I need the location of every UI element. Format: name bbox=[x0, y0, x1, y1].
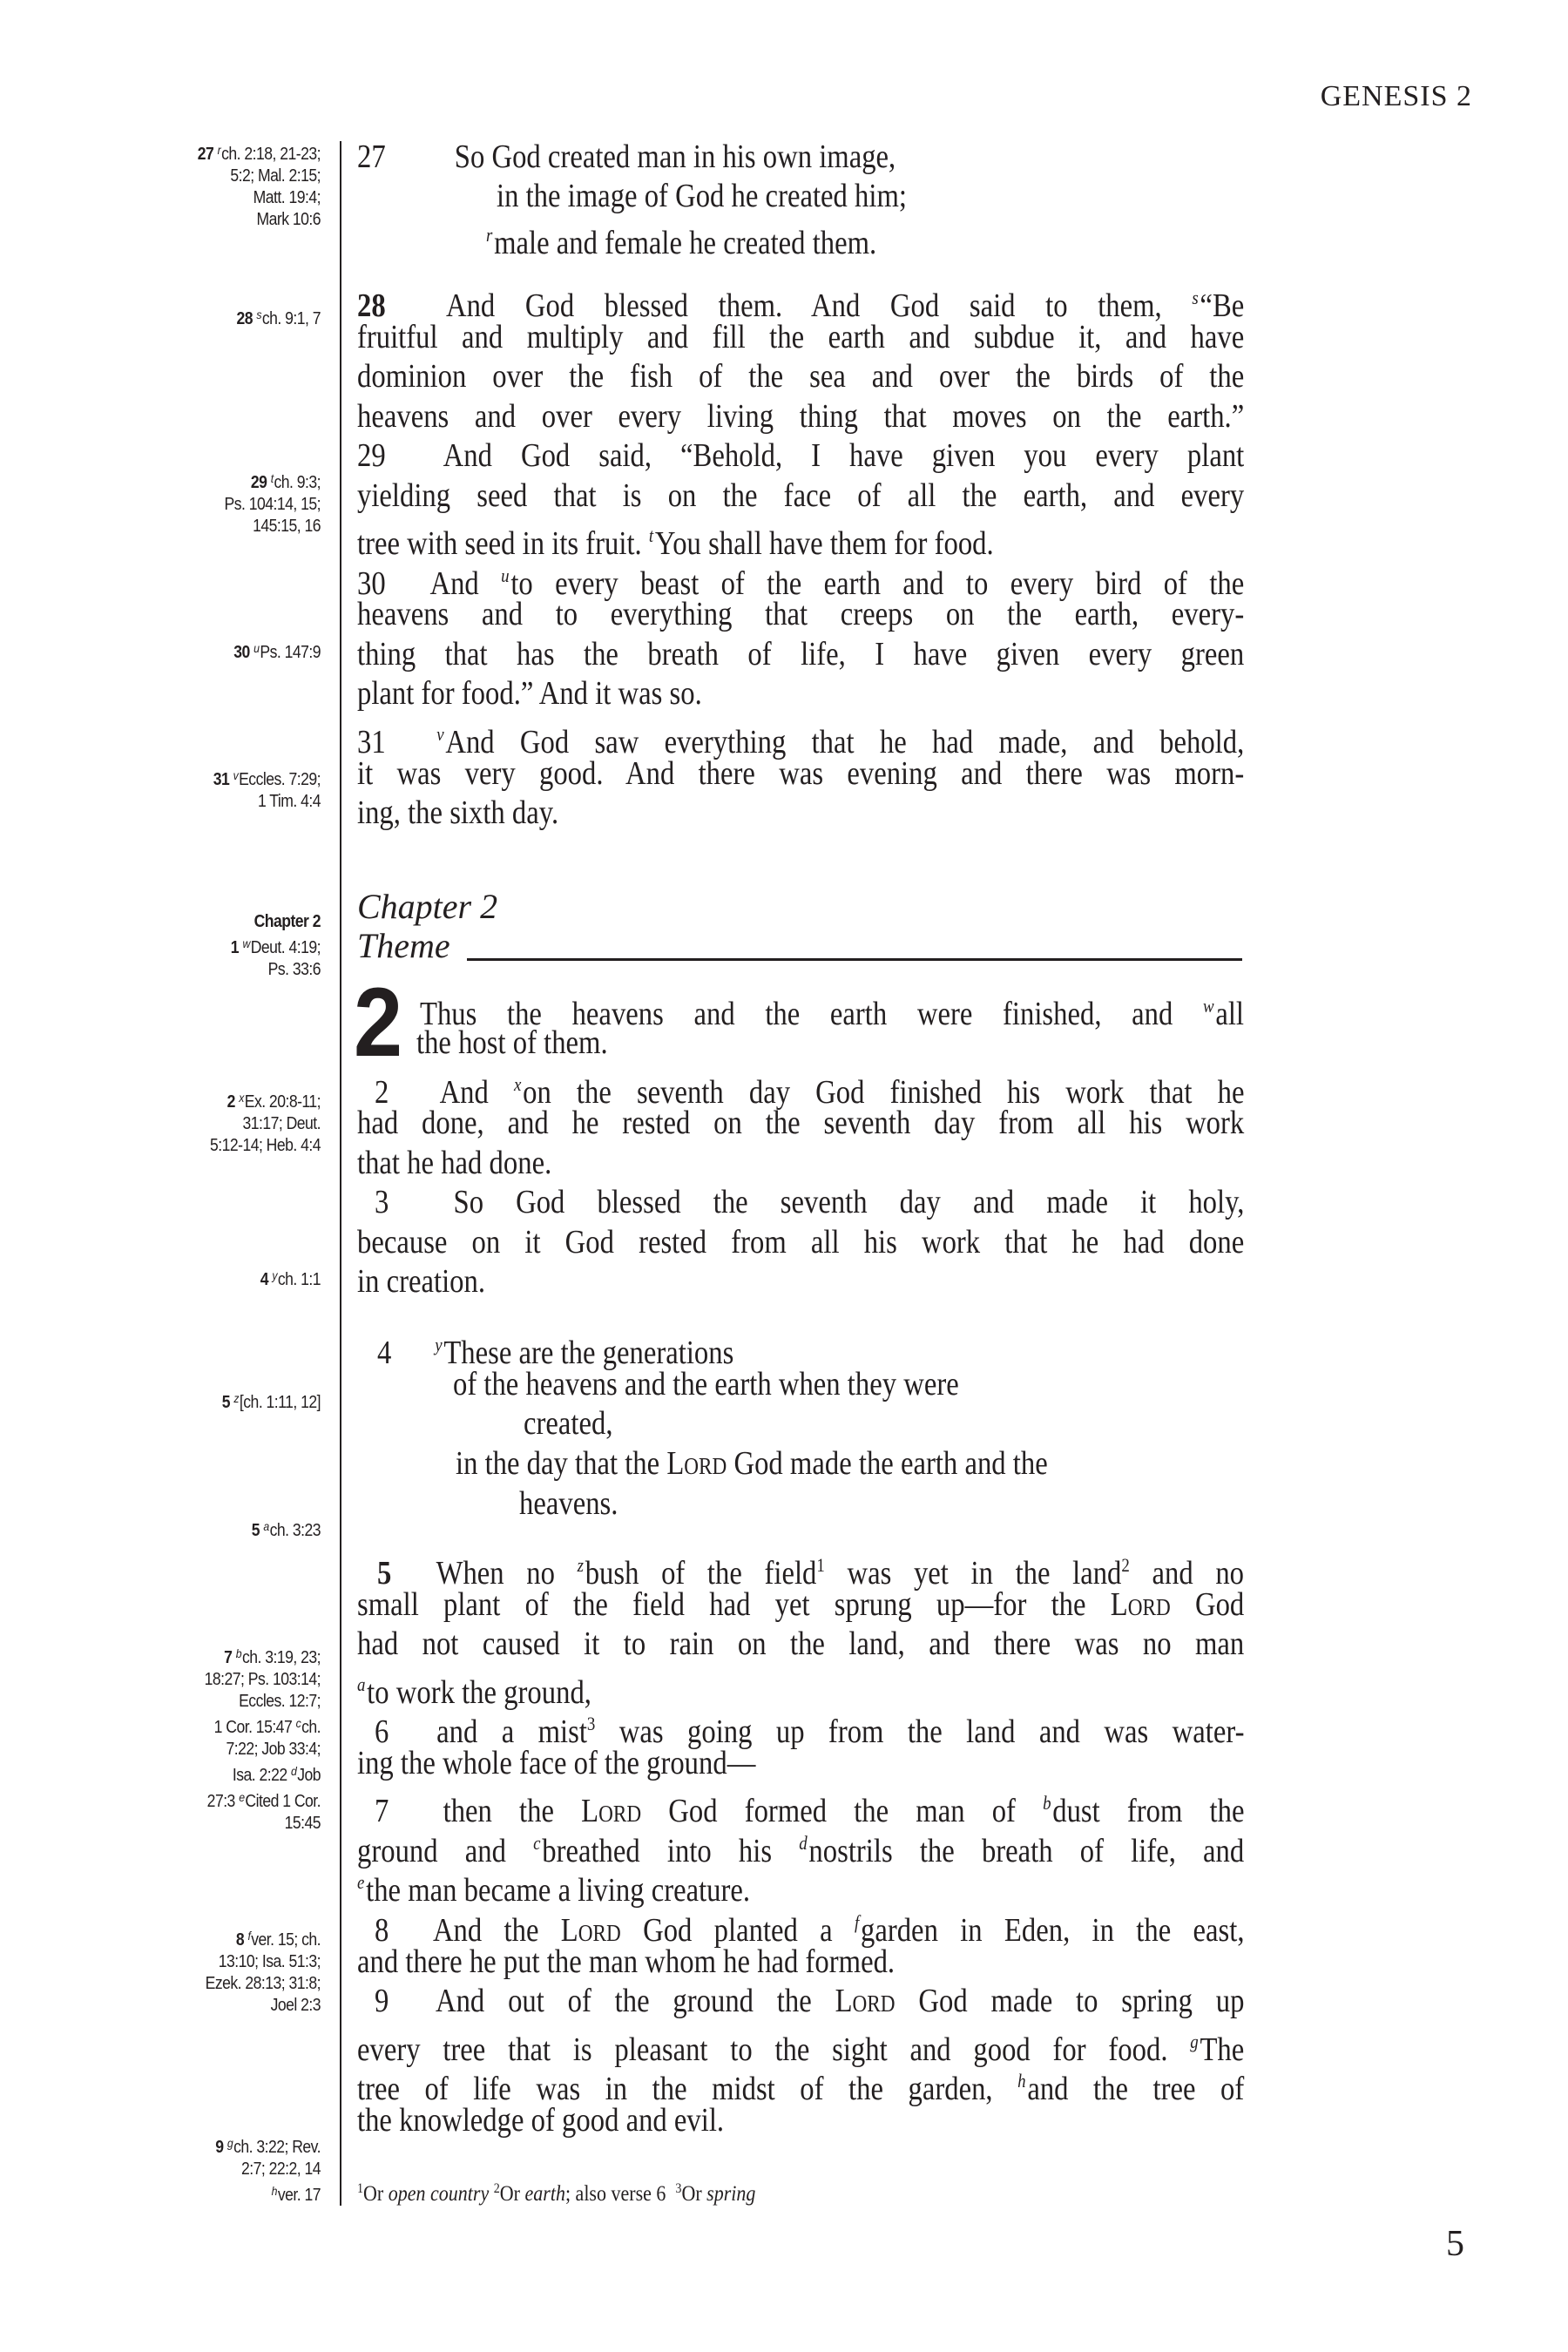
xref-mark: f bbox=[247, 1929, 251, 1943]
xref-line: ch. 3:23 bbox=[269, 1521, 321, 1540]
chapter-2-verse-5-line-1 bbox=[377, 1545, 1245, 1592]
verse-text: God made the earth and the bbox=[733, 1445, 1048, 1482]
verse-text: And bbox=[429, 565, 479, 602]
verse-text: dust from the bbox=[1052, 1793, 1245, 1829]
verse-29-line-3 bbox=[357, 516, 1244, 562]
verse-text: plant for food.” And it was so. bbox=[357, 675, 702, 712]
verse-text: God formed the man of bbox=[668, 1793, 1016, 1829]
verse-text: And the bbox=[432, 1912, 539, 1949]
footnote-text: Or bbox=[363, 2182, 384, 2206]
verse-number: 27 bbox=[357, 139, 386, 175]
xref-27 bbox=[167, 139, 321, 231]
chapter-2-verse-4-line-2 bbox=[453, 1365, 1202, 1404]
xref-line: Ps. 104:14, 15; bbox=[224, 495, 321, 514]
verse-text: on the seventh day God finished his work that he bbox=[523, 1074, 1245, 1111]
xref-7 bbox=[167, 1643, 321, 1835]
xref-mark: v bbox=[233, 768, 239, 782]
verse-27-line-2 bbox=[497, 177, 1246, 216]
footnote-italic: earth bbox=[524, 2182, 565, 2206]
verse-28-line-2 bbox=[357, 318, 1244, 357]
verse-27-line-1 bbox=[357, 138, 1244, 177]
verse-text: to work the ground, bbox=[367, 1674, 591, 1711]
chapter-2-verse-7-line-2 bbox=[357, 1823, 1245, 1869]
verse-text: tree with seed in its fruit. bbox=[357, 525, 642, 562]
verse-text: fruitful and multiply and fill the earth and subdue it, and have bbox=[357, 319, 1245, 355]
verse-text: every tree that is pleasant to the sight and good for food. bbox=[357, 2031, 1168, 2068]
verse-text: dominion over the fish of the sea and over the birds of the bbox=[357, 358, 1245, 395]
verse-text: And God saw everything that he had made, and behold, bbox=[445, 724, 1245, 760]
chapter-2-verse-7-line-1 bbox=[375, 1783, 1245, 1829]
chapter-2-verse-6-line-1 bbox=[375, 1704, 1245, 1750]
xref-verse: 31 bbox=[213, 770, 230, 789]
verse-31-line-1 bbox=[357, 714, 1245, 760]
verse-text: and a mist bbox=[436, 1713, 587, 1750]
footnote-text: Or bbox=[499, 2182, 520, 2206]
xref-verse: 7 bbox=[224, 1648, 233, 1667]
xref-5z bbox=[167, 1388, 321, 1414]
verse-text: thing that has the breath of life, I have given every green bbox=[357, 636, 1245, 672]
xref-line: 27:3 bbox=[206, 1792, 235, 1811]
chapter-drop-cap: 2 bbox=[354, 968, 403, 1077]
xref-line: ver. 17 bbox=[277, 2186, 321, 2205]
xref-line: Ex. 20:8-11; bbox=[244, 1092, 321, 1112]
xref-29 bbox=[167, 468, 321, 537]
xref-line: Mark 10:6 bbox=[256, 210, 321, 229]
verse-text: The bbox=[1200, 2031, 1245, 2068]
chapter-2-verse-4-line-5 bbox=[519, 1484, 1193, 1524]
xref-line: 1 Cor. 15:47 bbox=[213, 1718, 293, 1737]
xref-line: 145:15, 16 bbox=[253, 517, 321, 536]
page-number: 5 bbox=[1446, 2224, 1464, 2264]
verse-29-line-2 bbox=[357, 476, 1244, 516]
verse-text: So God blessed the seventh day and made it holy, bbox=[453, 1184, 1245, 1220]
xref-line: ch. 3:22; Rev. bbox=[233, 2138, 321, 2157]
xref-verse: 30 bbox=[233, 643, 250, 662]
xref-line: 15:45 bbox=[284, 1814, 321, 1833]
xref-line: ch. bbox=[301, 1718, 321, 1737]
verse-text: in creation. bbox=[357, 1263, 486, 1300]
xref-mark: g bbox=[226, 2136, 233, 2150]
chapter-2-verse-9-line-3 bbox=[357, 2061, 1245, 2107]
footnote-mark: u bbox=[501, 564, 510, 586]
xref-mark: e bbox=[239, 1790, 245, 1804]
xref-line: 7:22; Job 33:4; bbox=[226, 1740, 321, 1759]
xref-mark: t bbox=[270, 471, 274, 485]
verse-number: 29 bbox=[357, 437, 386, 474]
footnote-italic: spring bbox=[706, 2182, 756, 2206]
verse-31-line-3 bbox=[357, 794, 1244, 833]
chapter-2-verse-5-line-4 bbox=[357, 1665, 1244, 1711]
xref-line: Joel 2:3 bbox=[270, 1996, 321, 2015]
verse-number: 28 bbox=[357, 287, 386, 324]
verse-text: in the image of God he created him; bbox=[497, 178, 907, 214]
chapter-2-verse-5-line-3 bbox=[357, 1625, 1244, 1664]
verse-28-line-4 bbox=[357, 397, 1244, 436]
verse-number: 30 bbox=[357, 565, 386, 602]
chapter-2-verse-2-line-1 bbox=[375, 1064, 1245, 1111]
verse-text: the knowledge of good and evil. bbox=[357, 2102, 725, 2139]
verse-text: and the tree of bbox=[1027, 2071, 1245, 2107]
xref-mark: r bbox=[217, 143, 221, 157]
divine-name: Lord bbox=[666, 1445, 727, 1482]
verse-28-line-1 bbox=[357, 278, 1245, 324]
verse-text: it was very good. And there was evening and there was morn- bbox=[357, 755, 1245, 792]
verse-text: heavens and over every living thing that moves on the earth.” bbox=[357, 398, 1245, 435]
chapter-2-verse-6-line-2 bbox=[357, 1744, 1244, 1783]
xref-line: ch. 3:19, 23; bbox=[241, 1648, 321, 1667]
verse-30-line-1 bbox=[357, 556, 1245, 602]
xref-line: Ezek. 28:13; 31:8; bbox=[205, 1974, 321, 1993]
chapter-2-verse-3-line-1 bbox=[375, 1183, 1244, 1222]
xref-line: Cited 1 Cor. bbox=[245, 1792, 321, 1811]
xref-line: Ps. 33:6 bbox=[267, 960, 321, 979]
footnote-mark: h bbox=[1017, 2070, 1026, 2092]
xref-chapter-2-1 bbox=[167, 911, 321, 981]
verse-text: breathed into his bbox=[542, 1833, 773, 1869]
verse-text: male and female he created them. bbox=[494, 225, 877, 261]
xref-8 bbox=[167, 1925, 321, 2017]
chapter-2-verse-9-line-2 bbox=[357, 2022, 1245, 2068]
footnote-ref[interactable]: 3 bbox=[586, 1713, 596, 1734]
verse-text: small plant of the field had yet sprung up—for the bbox=[357, 1586, 1086, 1623]
xref-mark: c bbox=[295, 1716, 301, 1730]
verse-number: 31 bbox=[357, 724, 386, 760]
verse-text: God bbox=[1194, 1586, 1245, 1623]
divine-name: Lord bbox=[560, 1912, 621, 1949]
chapter-2-verse-5-line-2 bbox=[357, 1585, 1244, 1625]
footnote-mark: x bbox=[513, 1073, 522, 1095]
column-divider bbox=[340, 141, 341, 2206]
xref-line: 5:12-14; Heb. 4:4 bbox=[209, 1136, 321, 1155]
verse-text: in the day that the bbox=[456, 1445, 660, 1482]
xref-line: 18:27; Ps. 103:14; bbox=[204, 1670, 321, 1689]
verse-text: of the heavens and the earth when they were bbox=[453, 1366, 959, 1402]
verse-28-line-3 bbox=[357, 357, 1244, 396]
xref-31 bbox=[167, 765, 321, 813]
xref-9 bbox=[167, 2132, 321, 2207]
xref-28 bbox=[167, 304, 321, 330]
verse-number: 9 bbox=[375, 1983, 389, 2019]
footnote-number: 2 bbox=[493, 2181, 500, 2196]
verse-text: the host of them. bbox=[416, 1024, 608, 1061]
xref-verse: 27 bbox=[197, 145, 214, 164]
verse-text: ing the whole face of the ground— bbox=[357, 1745, 756, 1781]
footnote-2 bbox=[494, 2182, 666, 2206]
xref-line: ch. 9:1, 7 bbox=[261, 309, 321, 328]
xref-mark: d bbox=[290, 1764, 297, 1778]
chapter-2-verse-9-line-4 bbox=[357, 2101, 1244, 2140]
footnotes bbox=[357, 2176, 755, 2207]
chapter-2-verse-3-line-2 bbox=[357, 1223, 1244, 1262]
verse-number: 2 bbox=[375, 1074, 389, 1111]
xref-line: Eccles. 12:7; bbox=[239, 1692, 321, 1711]
footnote-text: ; also verse 6 bbox=[564, 2182, 666, 2206]
verse-text: all bbox=[1215, 996, 1244, 1032]
verse-text: heavens and to everything that creeps on the earth, every- bbox=[357, 596, 1245, 632]
theme-label: Theme bbox=[357, 926, 450, 965]
footnote-mark: w bbox=[1202, 995, 1214, 1017]
verse-text: These are the generations bbox=[443, 1335, 734, 1371]
xref-verse: 9 bbox=[215, 2138, 224, 2157]
verse-text: then the bbox=[443, 1793, 554, 1829]
verse-text: And God said, “Behold, I have given you every plant bbox=[443, 437, 1245, 474]
footnote-mark: s bbox=[1192, 287, 1199, 308]
verse-text: And out of the ground the bbox=[435, 1983, 812, 2019]
verse-number: 6 bbox=[375, 1713, 389, 1750]
xref-30 bbox=[167, 638, 321, 664]
xref-verse: 28 bbox=[236, 309, 253, 328]
xref-line: ch. 1:1 bbox=[277, 1270, 321, 1289]
footnote-mark: v bbox=[436, 723, 444, 745]
footnote-mark: f bbox=[855, 1911, 860, 1933]
chapter-2-verse-8-line-2 bbox=[357, 1943, 1244, 1982]
chapter-2-verse-2-line-3 bbox=[357, 1144, 1244, 1183]
verse-text: And bbox=[439, 1074, 489, 1111]
divine-name: Lord bbox=[1110, 1586, 1171, 1623]
verse-text: the man became a living creature. bbox=[366, 1872, 751, 1909]
verse-text: had done, and he rested on the seventh day from all his work bbox=[357, 1105, 1245, 1141]
xref-verse: 1 bbox=[230, 938, 240, 957]
xref-verse: 5 bbox=[221, 1393, 231, 1412]
verse-text: ground and bbox=[357, 1833, 506, 1869]
divine-name: Lord bbox=[835, 1983, 896, 2019]
footnote-text: Or bbox=[681, 2182, 702, 2206]
xref-line: 1 Tim. 4:4 bbox=[257, 792, 321, 811]
verse-text: because on it God rested from all his work that he had done bbox=[357, 1224, 1245, 1260]
xref-line: Eccles. 7:29; bbox=[239, 770, 321, 789]
verse-text: tree of life was in the midst of the garden, bbox=[357, 2071, 993, 2107]
xref-mark: u bbox=[253, 641, 260, 655]
xref-line: 13:10; Isa. 51:3; bbox=[218, 1952, 321, 1971]
verse-text: Thus the heavens and the earth were finished, and bbox=[420, 996, 1173, 1032]
footnote-mark: y bbox=[435, 1334, 443, 1355]
xref-line: Matt. 19:4; bbox=[253, 188, 321, 207]
footnote-3 bbox=[675, 2182, 755, 2206]
xref-line: 5:2; Mal. 2:15; bbox=[230, 166, 321, 186]
xref-verse: 8 bbox=[235, 1930, 245, 1950]
verse-30-line-2 bbox=[357, 595, 1244, 634]
footnote-mark: b bbox=[1043, 1792, 1051, 1814]
footnote-ref[interactable]: 1 bbox=[816, 1554, 825, 1576]
chapter-2-verse-3-line-3 bbox=[357, 1262, 1244, 1301]
verse-text: created, bbox=[524, 1405, 613, 1442]
verse-text: nostrils the breath of life, and bbox=[808, 1833, 1245, 1869]
verse-text: heavens. bbox=[519, 1485, 618, 1522]
footnote-italic: open country bbox=[388, 2182, 490, 2206]
xref-2 bbox=[167, 1087, 321, 1157]
verse-number: 3 bbox=[375, 1184, 389, 1220]
footnote-mark: z bbox=[577, 1554, 584, 1576]
xref-mark: x bbox=[239, 1091, 244, 1105]
xref-verse: 2 bbox=[226, 1092, 235, 1112]
xref-line: ch. 2:18, 21-23; bbox=[221, 145, 321, 164]
verse-27-line-3 bbox=[486, 215, 1235, 261]
verse-30-line-3 bbox=[357, 635, 1244, 674]
xref-5a bbox=[167, 1516, 321, 1542]
xref-verse: 4 bbox=[260, 1270, 268, 1289]
verse-text: and there he put the man whom he had formed. bbox=[357, 1943, 896, 1980]
footnote-mark: t bbox=[648, 524, 654, 546]
xref-mark: b bbox=[235, 1646, 242, 1660]
verse-text: You shall have them for food. bbox=[654, 525, 994, 562]
xref-verse: 29 bbox=[250, 473, 267, 492]
xref-mark: s bbox=[256, 308, 261, 321]
verse-30-line-4 bbox=[357, 674, 1244, 713]
verse-text: And God blessed them. And God said to them, bbox=[445, 287, 1162, 324]
verse-number: 7 bbox=[375, 1793, 389, 1829]
xref-line: 2:7; 22:2, 14 bbox=[241, 2159, 321, 2179]
verse-29-line-1 bbox=[357, 436, 1244, 476]
xref-line: 31:17; Deut. bbox=[242, 1114, 321, 1133]
verse-text: was yet in the land bbox=[847, 1555, 1122, 1592]
verse-text: had not caused it to rain on the land, and there was no man bbox=[357, 1625, 1245, 1662]
theme-write-in-line[interactable] bbox=[467, 958, 1242, 961]
footnote-mark: a bbox=[357, 1673, 366, 1695]
xref-line: [ch. 1:11, 12] bbox=[239, 1393, 321, 1412]
footnote-1 bbox=[357, 2182, 489, 2206]
xref-mark: z bbox=[233, 1391, 240, 1405]
footnote-mark: r bbox=[486, 224, 493, 246]
footnote-mark: c bbox=[533, 1832, 541, 1854]
xref-line: Ps. 147:9 bbox=[260, 643, 321, 662]
verse-number: 5 bbox=[377, 1555, 392, 1592]
verse-text: ing, the sixth day. bbox=[357, 794, 559, 831]
xref-verse: 5 bbox=[251, 1521, 260, 1540]
chapter-2-verse-4-line-4 bbox=[456, 1444, 1242, 1484]
footnote-ref[interactable]: 2 bbox=[1121, 1554, 1130, 1576]
xref-line: ver. 15; ch. bbox=[251, 1930, 321, 1950]
xref-4 bbox=[167, 1265, 321, 1291]
xref-mark: y bbox=[272, 1268, 277, 1282]
chapter-2-verse-4-line-3 bbox=[524, 1404, 1198, 1443]
xref-line: ch. 9:3; bbox=[274, 473, 321, 492]
xref-line: Isa. 2:22 bbox=[232, 1766, 287, 1785]
footnote-number: 1 bbox=[357, 2181, 364, 2196]
verse-text: was going up from the land and was water- bbox=[618, 1713, 1245, 1750]
chapter-2-verse-9-line-1 bbox=[375, 1982, 1244, 2021]
chapter-2-verse-4-line-1 bbox=[377, 1325, 1264, 1371]
verse-text: So God created man in his own image, bbox=[454, 139, 896, 175]
footnote-mark: g bbox=[1190, 2031, 1199, 2052]
verse-text: and no bbox=[1152, 1555, 1245, 1592]
chapter-2-verse-1-line-1 bbox=[420, 986, 1244, 1032]
verse-text: God planted a bbox=[643, 1912, 833, 1949]
xref-mark: a bbox=[263, 1519, 269, 1533]
xref-line: Job bbox=[297, 1766, 321, 1785]
verse-text: garden in Eden, in the east, bbox=[860, 1912, 1245, 1949]
verse-text: to every beast of the earth and to every bird of the bbox=[510, 565, 1245, 602]
footnote-mark: d bbox=[799, 1832, 808, 1854]
xref-mark: h bbox=[271, 2184, 277, 2198]
verse-text: God made to spring up bbox=[918, 1983, 1245, 2019]
footnote-number: 3 bbox=[675, 2181, 682, 2196]
verse-31-line-2 bbox=[357, 754, 1244, 794]
footnote-mark: e bbox=[357, 1871, 365, 1893]
verse-text: bush of the field bbox=[585, 1555, 817, 1592]
chapter-2-verse-1-line-2 bbox=[416, 1024, 1303, 1063]
verse-number: 4 bbox=[377, 1335, 392, 1371]
running-head: GENESIS 2 bbox=[1320, 80, 1472, 112]
verse-text: “Be bbox=[1200, 287, 1245, 324]
divine-name: Lord bbox=[581, 1793, 642, 1829]
verse-text: When no bbox=[436, 1555, 555, 1592]
verse-text: yielding seed that is on the face of all the earth, and every bbox=[357, 477, 1245, 514]
chapter-title: Chapter 2 bbox=[357, 887, 498, 926]
verse-text: that he had done. bbox=[357, 1145, 552, 1181]
verse-number: 8 bbox=[375, 1912, 389, 1949]
chapter-2-verse-8-line-1 bbox=[375, 1903, 1245, 1949]
xref-mark: w bbox=[242, 936, 250, 950]
xref-chapter-heading: Chapter 2 bbox=[253, 912, 321, 931]
xref-line: Deut. 4:19; bbox=[250, 938, 321, 957]
chapter-2-verse-7-line-3 bbox=[357, 1862, 1244, 1909]
chapter-2-verse-2-line-2 bbox=[357, 1104, 1244, 1143]
